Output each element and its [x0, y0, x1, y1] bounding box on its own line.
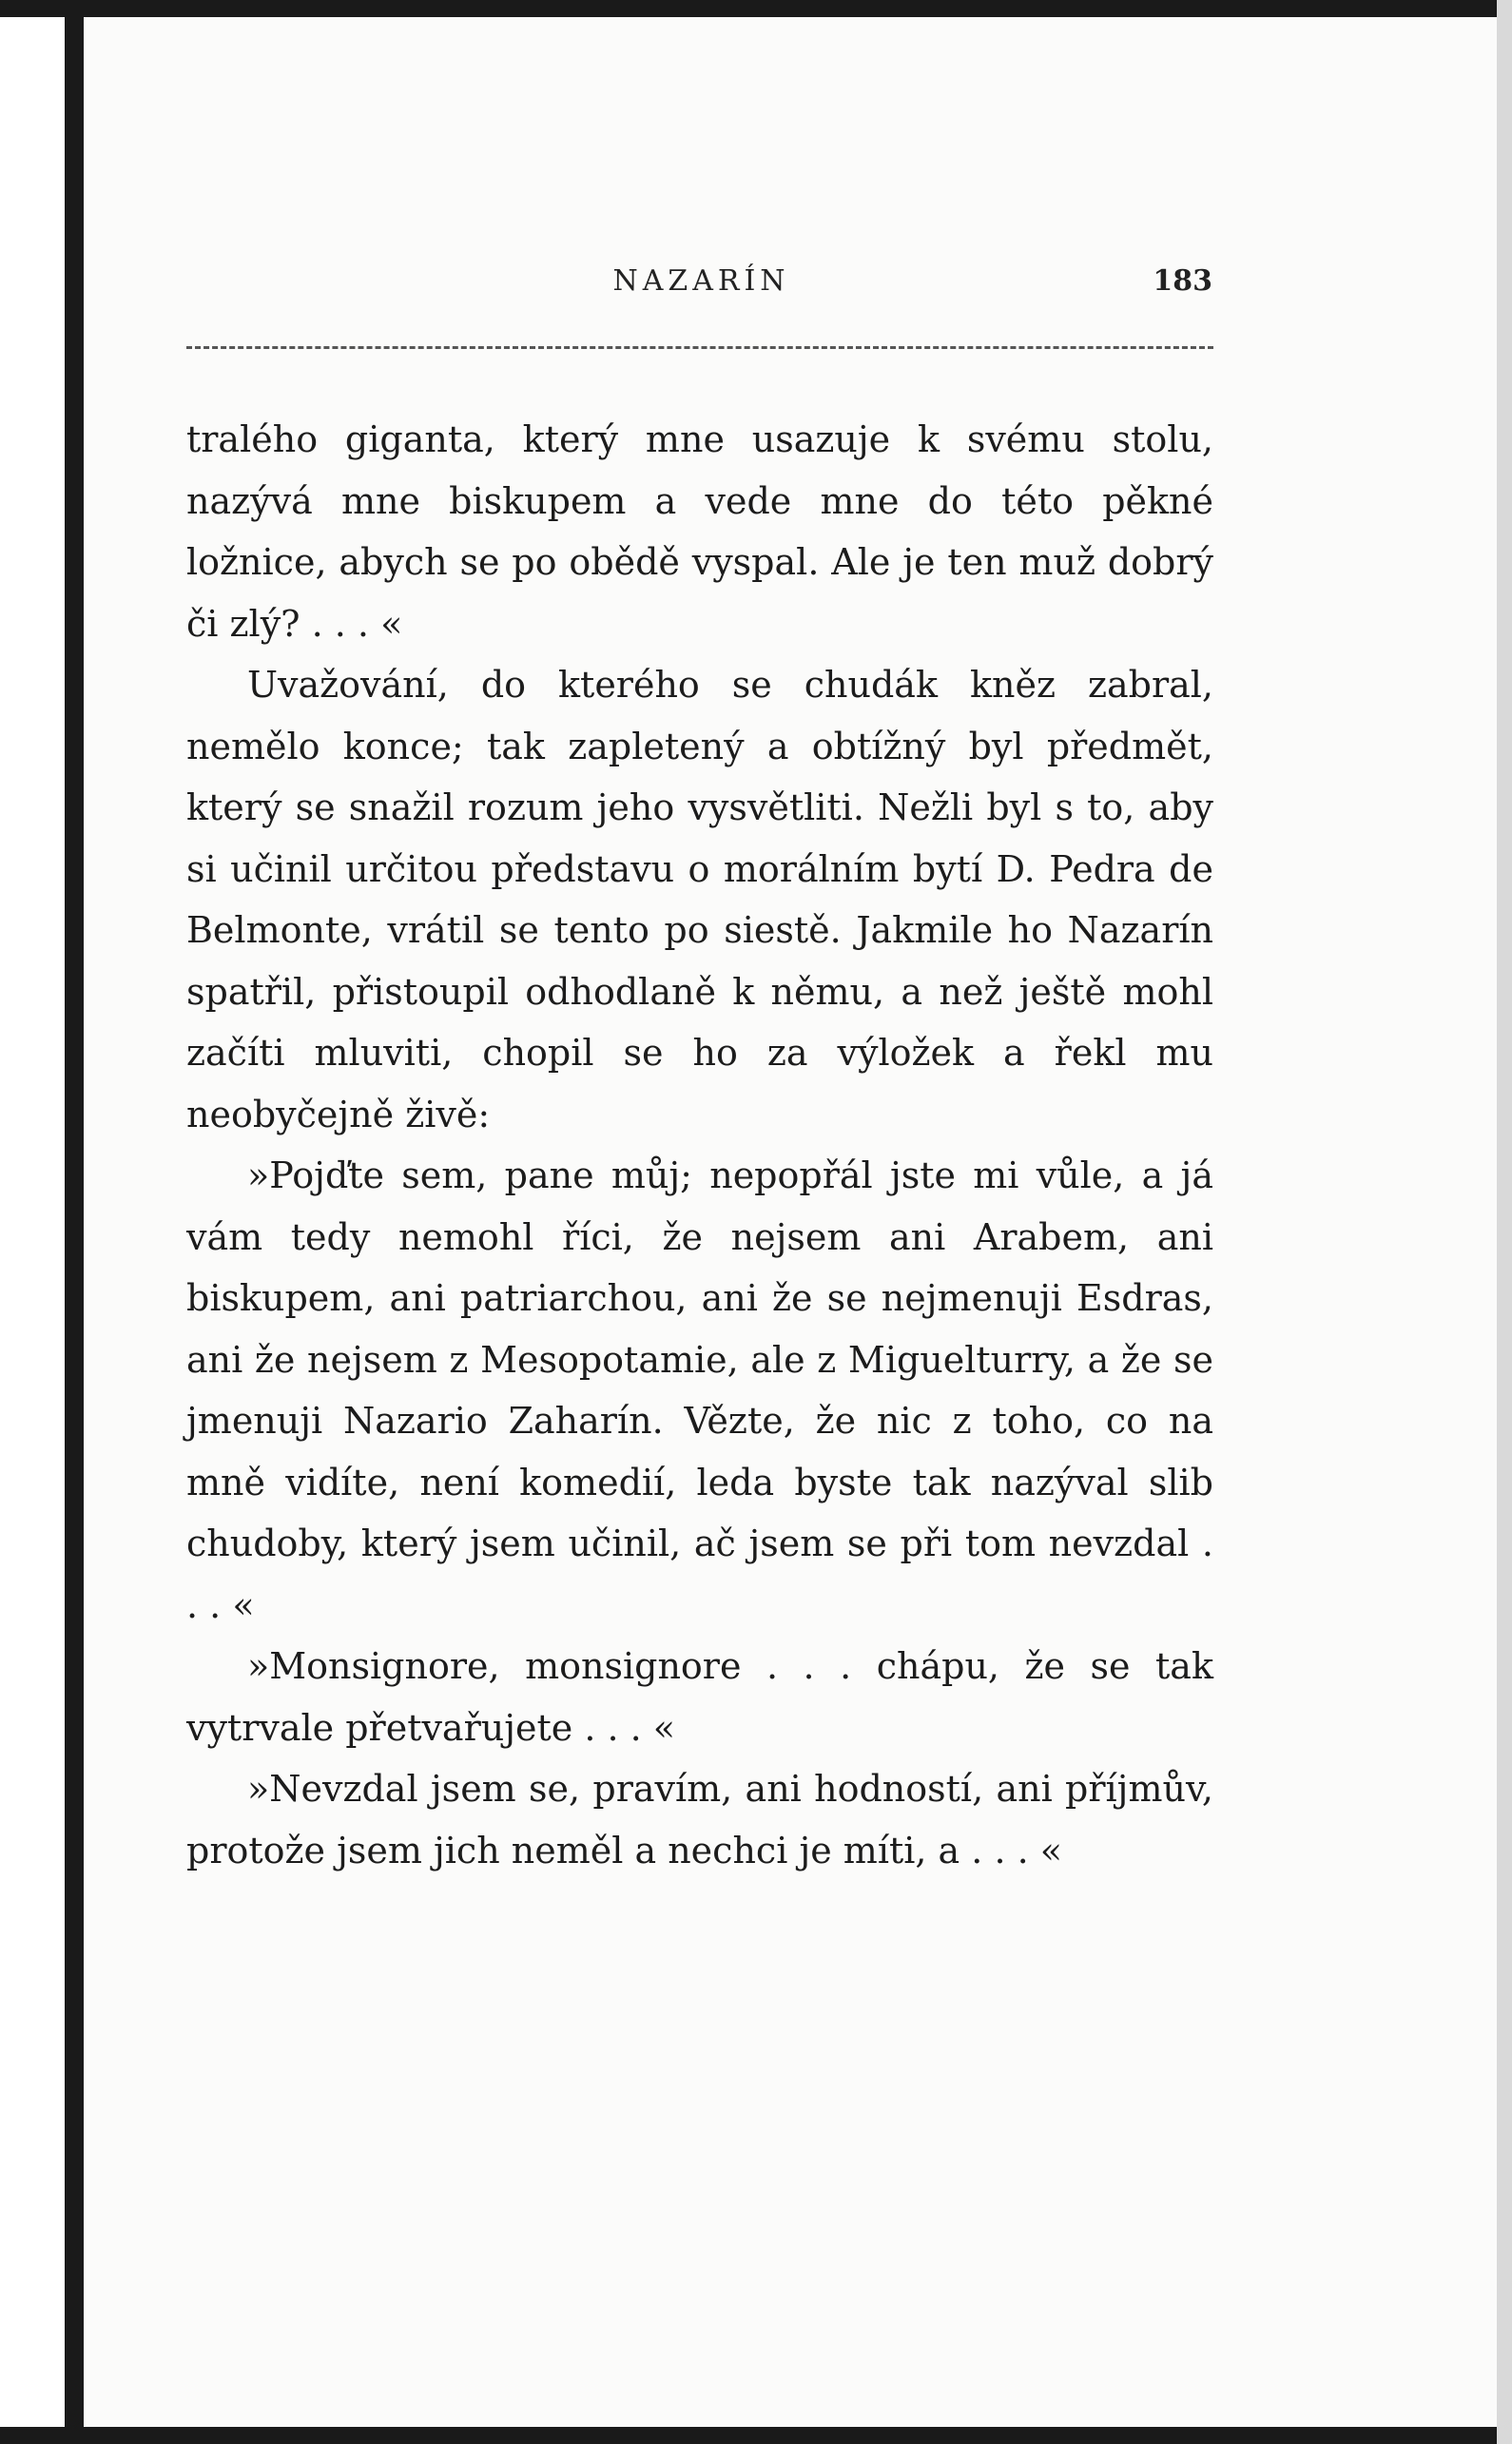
body-text — [186, 409, 1213, 1881]
paragraph-1: tralého giganta, který mne usazuje k svému stolu, nazývá mne biskupem a vede mne do této pěkné ložnice, abych se po obědě vyspal. Ale je ten muž dobrý či zlý? . . . « — [186, 418, 1213, 645]
scan-edge-top — [0, 0, 1512, 17]
paragraph-2: Uvažování, do kterého se chudák kněz zabral, nemělo konce; tak zapletený a obtížný byl předmět, který se snažil rozum jeho vysvětliti. Nežli byl s to, aby si učinil určitou představu o morálním bytí D. Pedra de Belmonte, vrátil se tento po siestě. Jakmile ho Nazarín spatřil, přistoupil odhodlaně k němu, a než ještě mohl začíti mluviti, chopil se ho za výložek a řekl mu neobyčejně živě: — [186, 664, 1213, 1135]
running-head — [190, 264, 1212, 312]
running-title: NAZARÍN — [612, 264, 790, 298]
paragraph-4: »Monsignore, monsignore . . . chápu, že se tak vytrvale přetvařujete . . . « — [186, 1645, 1213, 1749]
paragraph-5: »Nevzdal jsem se, pravím, ani hodností, ani příjmův, protože jsem jich neměl a nechci je míti, a . . . « — [186, 1768, 1213, 1872]
scan-binding-edge — [65, 0, 84, 2444]
paragraph-3: »Pojďte sem, pane můj; nepopřál jste mi vůle, a já vám tedy nemohl říci, že nejsem ani Arabem, ani biskupem, ani patriarchou, ani že se nejmenuji Esdras, ani že nejsem z Mesopotamie, ale z Miguelturry, a že se jmenuji Nazario Zaharín. Vězte, že nic z toho, co na mně vidíte, není komedií, leda byste tak nazýval slib chudoby, který jsem učinil, ač jsem se při tom nevzdal . . . « — [186, 1154, 1213, 1626]
scan-edge-bottom — [0, 2427, 1512, 2444]
scan-edge-right — [1497, 0, 1512, 2444]
header-rule — [186, 346, 1213, 349]
page-number: 183 — [1153, 264, 1212, 298]
